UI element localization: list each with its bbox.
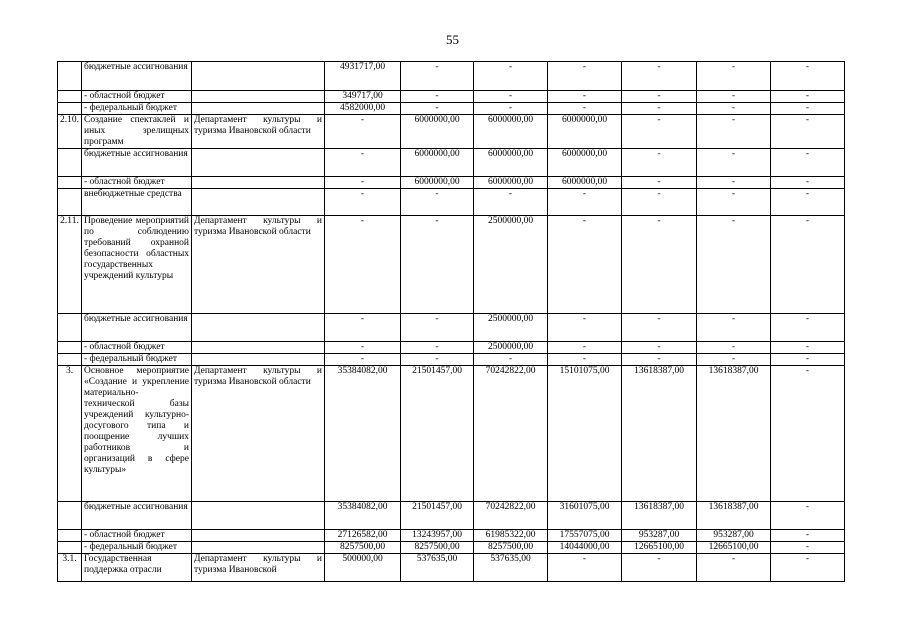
amount-cell: - <box>474 62 548 91</box>
amount-cell: 6000000,00 <box>548 177 622 189</box>
amount-cell: - <box>548 189 622 216</box>
amount-cell: - <box>622 189 697 216</box>
amount-cell: 6000000,00 <box>401 149 474 177</box>
item-name-cell: - областной бюджет <box>82 530 192 542</box>
table-row <box>58 216 845 314</box>
item-name-cell: внебюджетные средства <box>82 189 192 216</box>
amount-cell: - <box>401 62 474 91</box>
amount-cell: - <box>622 91 697 103</box>
item-number-cell: 3.1. <box>58 554 82 582</box>
amount-cell: - <box>548 62 622 91</box>
executor-cell: Департамент культуры и туризма Ивановской <box>192 554 325 582</box>
amount-cell: - <box>548 91 622 103</box>
amount-cell: 35384082,00 <box>325 366 401 502</box>
amount-cell: - <box>622 149 697 177</box>
table-row <box>58 115 845 149</box>
amount-cell: - <box>697 103 771 115</box>
amount-cell: 8257500,00 <box>474 542 548 554</box>
amount-cell: - <box>325 189 401 216</box>
amount-cell: - <box>771 342 845 354</box>
amount-cell: - <box>771 502 845 530</box>
item-name-cell: - областной бюджет <box>82 342 192 354</box>
amount-cell: 70242822,00 <box>474 366 548 502</box>
item-name-cell: - областной бюджет <box>82 91 192 103</box>
amount-cell: 15101075,00 <box>548 366 622 502</box>
executor-cell: Департамент культуры и туризма Ивановской области <box>192 115 325 149</box>
amount-cell: - <box>622 177 697 189</box>
executor-cell <box>192 530 325 542</box>
amount-cell: - <box>325 314 401 342</box>
table-row <box>58 502 845 530</box>
amount-cell: - <box>697 115 771 149</box>
amount-cell: 13243957,00 <box>401 530 474 542</box>
amount-cell: - <box>771 542 845 554</box>
amount-cell: 6000000,00 <box>401 115 474 149</box>
amount-cell: - <box>771 91 845 103</box>
amount-cell: 8257500,00 <box>401 542 474 554</box>
amount-cell: - <box>771 177 845 189</box>
amount-cell: - <box>548 554 622 582</box>
executor-cell <box>192 342 325 354</box>
amount-cell: 13618387,00 <box>697 366 771 502</box>
amount-cell: - <box>771 216 845 314</box>
item-number-cell <box>58 91 82 103</box>
table-row <box>58 91 845 103</box>
item-name-cell: - областной бюджет <box>82 177 192 189</box>
amount-cell: 13618387,00 <box>622 366 697 502</box>
executor-cell: Департамент культуры и туризма Ивановской области <box>192 366 325 502</box>
item-name-cell: - федеральный бюджет <box>82 542 192 554</box>
amount-cell: - <box>697 177 771 189</box>
amount-cell: - <box>622 554 697 582</box>
amount-cell: 21501457,00 <box>401 366 474 502</box>
amount-cell: 2500000,00 <box>474 216 548 314</box>
amount-cell: - <box>474 189 548 216</box>
item-number-cell <box>58 149 82 177</box>
amount-cell: - <box>622 354 697 366</box>
amount-cell: - <box>401 314 474 342</box>
amount-cell: - <box>474 91 548 103</box>
amount-cell: 6000000,00 <box>474 149 548 177</box>
amount-cell: 13618387,00 <box>622 502 697 530</box>
table-row <box>58 62 845 91</box>
amount-cell: - <box>771 554 845 582</box>
amount-cell: 27126582,00 <box>325 530 401 542</box>
amount-cell: - <box>325 177 401 189</box>
amount-cell: - <box>401 342 474 354</box>
executor-cell <box>192 354 325 366</box>
amount-cell: 21501457,00 <box>401 502 474 530</box>
page-number: 55 <box>446 32 459 47</box>
amount-cell: - <box>622 62 697 91</box>
amount-cell: 4931717,00 <box>325 62 401 91</box>
amount-cell: - <box>697 314 771 342</box>
amount-cell: - <box>401 103 474 115</box>
amount-cell: 537635,00 <box>474 554 548 582</box>
amount-cell: - <box>622 342 697 354</box>
item-number-cell <box>58 314 82 342</box>
amount-cell: - <box>325 149 401 177</box>
amount-cell: - <box>697 216 771 314</box>
amount-cell: 2500000,00 <box>474 314 548 342</box>
item-number-cell <box>58 354 82 366</box>
amount-cell: - <box>401 354 474 366</box>
amount-cell: - <box>474 354 548 366</box>
executor-cell <box>192 177 325 189</box>
amount-cell: - <box>622 103 697 115</box>
amount-cell: 4582000,00 <box>325 103 401 115</box>
item-name-cell: Создание спектаклей и иных зрелищных программ <box>82 115 192 149</box>
amount-cell: 12665100,00 <box>697 542 771 554</box>
budget-table <box>57 61 845 582</box>
amount-cell: 6000000,00 <box>401 177 474 189</box>
amount-cell: - <box>548 216 622 314</box>
executor-cell <box>192 502 325 530</box>
amount-cell: 537635,00 <box>401 554 474 582</box>
amount-cell: - <box>771 314 845 342</box>
amount-cell: 31601075,00 <box>548 502 622 530</box>
item-name-cell: бюджетные ассигнования <box>82 502 192 530</box>
amount-cell: - <box>771 354 845 366</box>
amount-cell: - <box>697 149 771 177</box>
amount-cell: - <box>697 554 771 582</box>
amount-cell: - <box>622 115 697 149</box>
table-row <box>58 366 845 502</box>
item-number-cell: 2.10. <box>58 115 82 149</box>
executor-cell <box>192 149 325 177</box>
executor-cell <box>192 103 325 115</box>
amount-cell: 953287,00 <box>697 530 771 542</box>
amount-cell: - <box>325 115 401 149</box>
amount-cell: - <box>474 103 548 115</box>
item-number-cell <box>58 530 82 542</box>
table-row <box>58 354 845 366</box>
executor-cell <box>192 91 325 103</box>
amount-cell: 6000000,00 <box>548 115 622 149</box>
amount-cell: - <box>548 342 622 354</box>
item-number-cell <box>58 177 82 189</box>
table-row <box>58 342 845 354</box>
item-number-cell: 2.11. <box>58 216 82 314</box>
item-name-cell: бюджетные ассигнования <box>82 62 192 91</box>
item-number-cell <box>58 542 82 554</box>
table-row <box>58 177 845 189</box>
amount-cell: - <box>401 189 474 216</box>
amount-cell: - <box>622 314 697 342</box>
item-name-cell: - федеральный бюджет <box>82 354 192 366</box>
amount-cell: - <box>697 189 771 216</box>
amount-cell: 12665100,00 <box>622 542 697 554</box>
item-name-cell: бюджетные ассигнования <box>82 149 192 177</box>
item-number-cell <box>58 62 82 91</box>
item-name-cell: - федеральный бюджет <box>82 103 192 115</box>
amount-cell: - <box>771 530 845 542</box>
item-number-cell <box>58 103 82 115</box>
executor-cell <box>192 542 325 554</box>
amount-cell: 953287,00 <box>622 530 697 542</box>
amount-cell: 8257500,00 <box>325 542 401 554</box>
table-row <box>58 103 845 115</box>
amount-cell: 6000000,00 <box>474 177 548 189</box>
table-row <box>58 314 845 342</box>
amount-cell: - <box>771 149 845 177</box>
amount-cell: 349717,00 <box>325 91 401 103</box>
item-number-cell: 3. <box>58 366 82 502</box>
amount-cell: - <box>771 115 845 149</box>
amount-cell: - <box>401 91 474 103</box>
amount-cell: - <box>697 91 771 103</box>
amount-cell: - <box>697 354 771 366</box>
amount-cell: 17557075,00 <box>548 530 622 542</box>
item-name-cell: бюджетные ассигнования <box>82 314 192 342</box>
executor-cell <box>192 189 325 216</box>
table-row <box>58 530 845 542</box>
amount-cell: 500000,00 <box>325 554 401 582</box>
table-row <box>58 149 845 177</box>
item-number-cell <box>58 342 82 354</box>
amount-cell: - <box>697 62 771 91</box>
table-row <box>58 554 845 582</box>
amount-cell: - <box>548 103 622 115</box>
amount-cell: 14044000,00 <box>548 542 622 554</box>
amount-cell: 61985322,00 <box>474 530 548 542</box>
amount-cell: 70242822,00 <box>474 502 548 530</box>
amount-cell: 13618387,00 <box>697 502 771 530</box>
amount-cell: 35384082,00 <box>325 502 401 530</box>
amount-cell: - <box>771 366 845 502</box>
amount-cell: - <box>325 216 401 314</box>
amount-cell: - <box>401 216 474 314</box>
item-number-cell <box>58 502 82 530</box>
item-name-cell: Государственная поддержка отрасли <box>82 554 192 582</box>
executor-cell <box>192 314 325 342</box>
amount-cell: - <box>325 354 401 366</box>
amount-cell: - <box>697 342 771 354</box>
executor-cell: Департамент культуры и туризма Ивановской области <box>192 216 325 314</box>
amount-cell: 6000000,00 <box>474 115 548 149</box>
item-name-cell: Основное мероприятие «Создание и укрепление материально-технической базы учреждений культурно-досугового типа и поощрение лучших работников и организаций в сфере культуры» <box>82 366 192 502</box>
table-row <box>58 542 845 554</box>
amount-cell: - <box>325 342 401 354</box>
item-name-cell: Проведение мероприятий по соблюдению требований охранной безопасности областных государственных учреждений культуры <box>82 216 192 314</box>
table-row <box>58 189 845 216</box>
amount-cell: - <box>548 314 622 342</box>
amount-cell: - <box>771 103 845 115</box>
amount-cell: 2500000,00 <box>474 342 548 354</box>
executor-cell <box>192 62 325 91</box>
amount-cell: - <box>548 354 622 366</box>
amount-cell: - <box>771 62 845 91</box>
amount-cell: 6000000,00 <box>548 149 622 177</box>
amount-cell: - <box>622 216 697 314</box>
amount-cell: - <box>771 189 845 216</box>
item-number-cell <box>58 189 82 216</box>
